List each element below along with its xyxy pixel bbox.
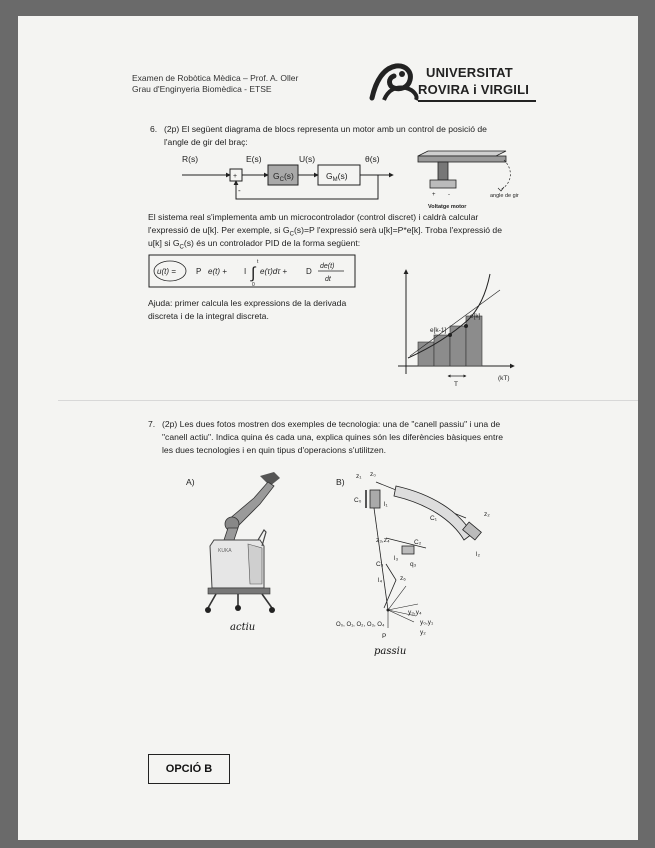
- header-rule: [418, 100, 536, 102]
- q7-text-line3: les dues tecnologies i en quin tipus d'operacions s'utilitzen.: [162, 445, 386, 455]
- angle-label: angle de gir: [490, 193, 519, 199]
- integral-sign: ∫: [251, 265, 256, 282]
- svg-text:y₃,y₄: y₃,y₄: [408, 609, 422, 616]
- q6-text-line1: (2p) El següent diagrama de blocs representa un motor amb un control de posició de: [164, 124, 487, 134]
- q7-text-line2: "canell actiu". Indica quina és cada una, explica quines són les diferències bàsiques entre: [162, 432, 503, 442]
- svg-text:z₃,z₄: z₃,z₄: [376, 537, 390, 544]
- label-b: B): [336, 477, 345, 487]
- svg-text:O₀, O₁, O₂, O₃, O₄: O₀, O₁, O₂, O₃, O₄: [336, 622, 385, 628]
- q6-para-line2: l'expressió de u[k]. Per exemple, si $G_C(s)=P$ l'expressió serà u[k]=P*e[k]. Troba l'expressió de: [148, 225, 502, 238]
- t-label: T: [454, 381, 458, 388]
- svg-text:C₁: C₁: [430, 515, 437, 522]
- exam-title: Examen de Robòtica Mèdica – Prof. A. Oller: [132, 73, 299, 83]
- q6-number: 6.: [150, 124, 158, 134]
- formula-d: D: [306, 267, 312, 276]
- ek1-label: e[k-1]: [430, 327, 447, 334]
- formula-integrand: e(τ)dτ +: [260, 267, 288, 276]
- svg-text:z₂: z₂: [484, 511, 490, 518]
- svg-text:GC(s): $G_C(s)$: [273, 171, 294, 183]
- voltage-label: Voltatge motor: [428, 204, 467, 210]
- passive-wrist-diagram: [336, 468, 496, 640]
- formula-lhs: u(t) =: [157, 267, 176, 276]
- svg-text:z₆: z₆: [400, 575, 406, 582]
- svg-text:l₃: l₃: [394, 555, 399, 562]
- svg-text:y₂: y₂: [420, 629, 426, 636]
- motor-plus: +: [432, 192, 436, 198]
- bd-theta-label: θ(s): [365, 154, 380, 164]
- ek-label: e[k]: [470, 313, 481, 320]
- formula-p: P: [196, 267, 202, 276]
- svg-text:l₄: l₄: [378, 577, 383, 584]
- hint-line1: Ajuda: primer calcula les expressions de la derivada: [148, 298, 347, 308]
- bd-r-label: R(s): [182, 154, 199, 164]
- arc-link: [394, 486, 472, 540]
- q6-text-line2: l'angle de gir del braç:: [164, 137, 248, 147]
- university-name-line1: UNIVERSITAT: [426, 65, 513, 80]
- svg-text:C₂: C₂: [414, 539, 422, 546]
- svg-text:t: t: [257, 259, 259, 265]
- svg-text:z₀: z₀: [370, 471, 376, 478]
- q7-text-line1: (2p) Les dues fotos mostren dos exemples de tecnologia: una de "canell passiu" i una de: [162, 419, 501, 429]
- pid-formula: [148, 254, 358, 290]
- svg-text:q₃: q₃: [410, 561, 417, 568]
- handwritten-passiu: passiu: [374, 646, 407, 657]
- svg-text:GM(s): $G_M(s)$: [326, 171, 348, 183]
- option-b-box: OPCIÓ B: [148, 754, 230, 784]
- q6-para-line3: u[k] si $G_C(s)$ és un controlador PID de la forma següent:: [148, 238, 361, 251]
- svg-text:de(t): de(t): [320, 263, 335, 270]
- robot-cart-image: [198, 468, 308, 618]
- kt-label: (kT): [498, 375, 510, 382]
- motor-arm-sketch: [408, 144, 528, 216]
- handwritten-actiu: actiu: [230, 622, 256, 633]
- formula-et: e(t) +: [208, 267, 227, 276]
- svg-text:C₃: C₃: [376, 561, 384, 568]
- svg-text:z₁: z₁: [356, 473, 362, 480]
- formula-i: I: [244, 267, 247, 276]
- robot-brand: KUKA: [218, 548, 232, 554]
- svg-text:l₂: l₂: [476, 551, 480, 558]
- svg-text:0: 0: [252, 282, 255, 288]
- svg-text:dt: dt: [325, 276, 331, 283]
- bd-plus: +: [233, 173, 238, 180]
- bd-u-label: U(s): [299, 154, 316, 164]
- university-name-line2: ROVIRA i VIRGILI: [418, 82, 530, 97]
- degree-line: Grau d'Enginyeria Biomèdica - ETSE: [132, 84, 272, 94]
- motor-body: [438, 162, 448, 180]
- block-diagram: [168, 151, 398, 211]
- exam-page: [18, 16, 638, 840]
- university-logo-icon: [366, 60, 422, 104]
- page-fold: [58, 400, 638, 401]
- bd-e-label: E(s): [246, 154, 262, 164]
- svg-text:P: P: [382, 633, 387, 640]
- bd-minus: -: [238, 186, 241, 195]
- motor-minus: -: [448, 192, 450, 198]
- hint-line2: discreta i de la integral discreta.: [148, 311, 269, 321]
- q6-para-line1: El sistema real s'implementa amb un microcontrolador (control discret) i caldrà calcular: [148, 212, 479, 222]
- svg-text:C₀: C₀: [354, 497, 362, 504]
- q7-number: 7.: [148, 419, 156, 429]
- svg-text:l₁: l₁: [384, 501, 388, 508]
- discrete-graph: [390, 264, 520, 392]
- label-a: A): [186, 477, 195, 487]
- svg-text:y₀,y₁: y₀,y₁: [420, 619, 434, 626]
